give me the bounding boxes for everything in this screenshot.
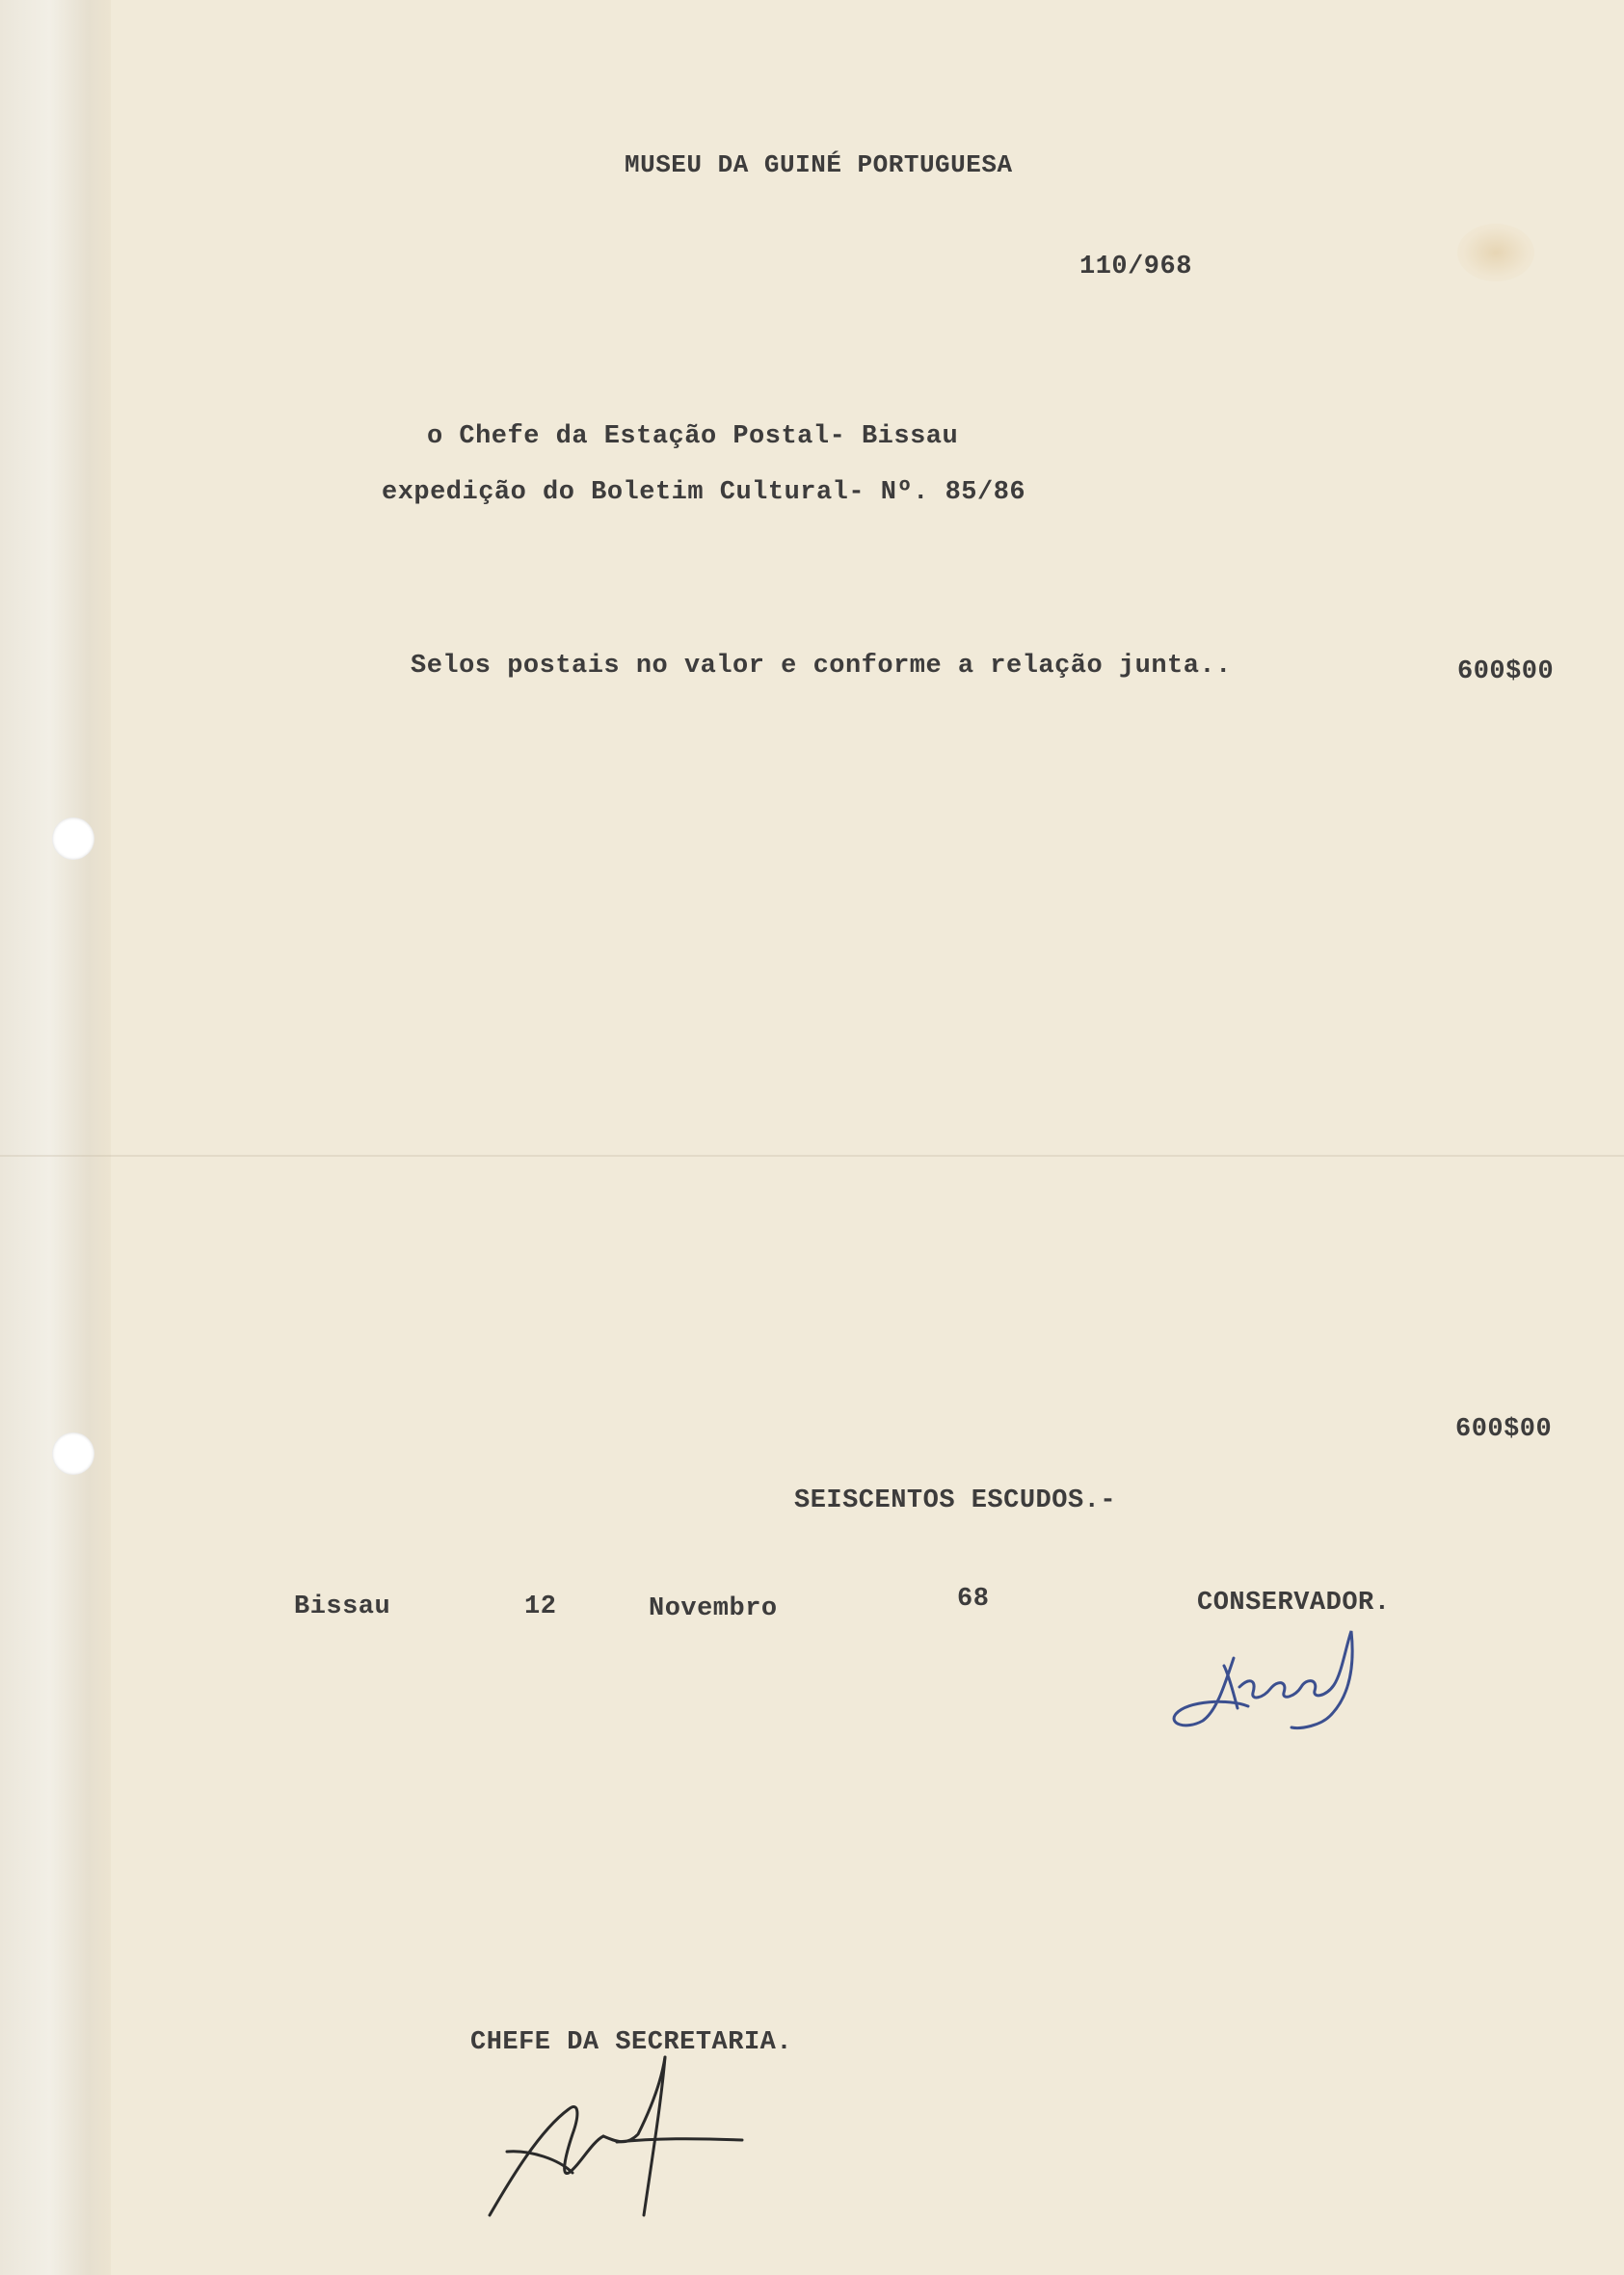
paper-stain [1457,224,1534,281]
fold-line [0,1155,1624,1157]
binding-strip [0,0,111,2275]
item-amount: 600$00 [1457,657,1555,686]
addressee-line-2: expedição do Boletim Cultural- Nº. 85/86 [382,478,1026,507]
reference-number: 110/968 [1079,253,1192,281]
signatory-role: CONSERVADOR. [1197,1589,1391,1618]
date-place: Bissau [294,1592,391,1621]
addressee-line-1: o Chefe da Estação Postal- Bissau [427,422,959,451]
date-month: Novembro [649,1594,778,1623]
conservador-signature [1157,1610,1417,1745]
total-amount: 600$00 [1455,1415,1553,1444]
secretary-role: CHEFE DA SECRETARIA. [470,2028,793,2057]
date-day: 12 [524,1592,557,1621]
punch-hole-top [52,817,94,860]
date-year: 68 [957,1585,990,1614]
punch-hole-bottom [52,1432,94,1475]
secretary-signature [472,2053,761,2227]
total-in-words: SEISCENTOS ESCUDOS.- [794,1486,1117,1515]
item-description: Selos postais no valor e conforme a relação junta.. [411,652,1232,681]
institution-heading: MUSEU DA GUINÉ PORTUGUESA [625,150,1013,179]
